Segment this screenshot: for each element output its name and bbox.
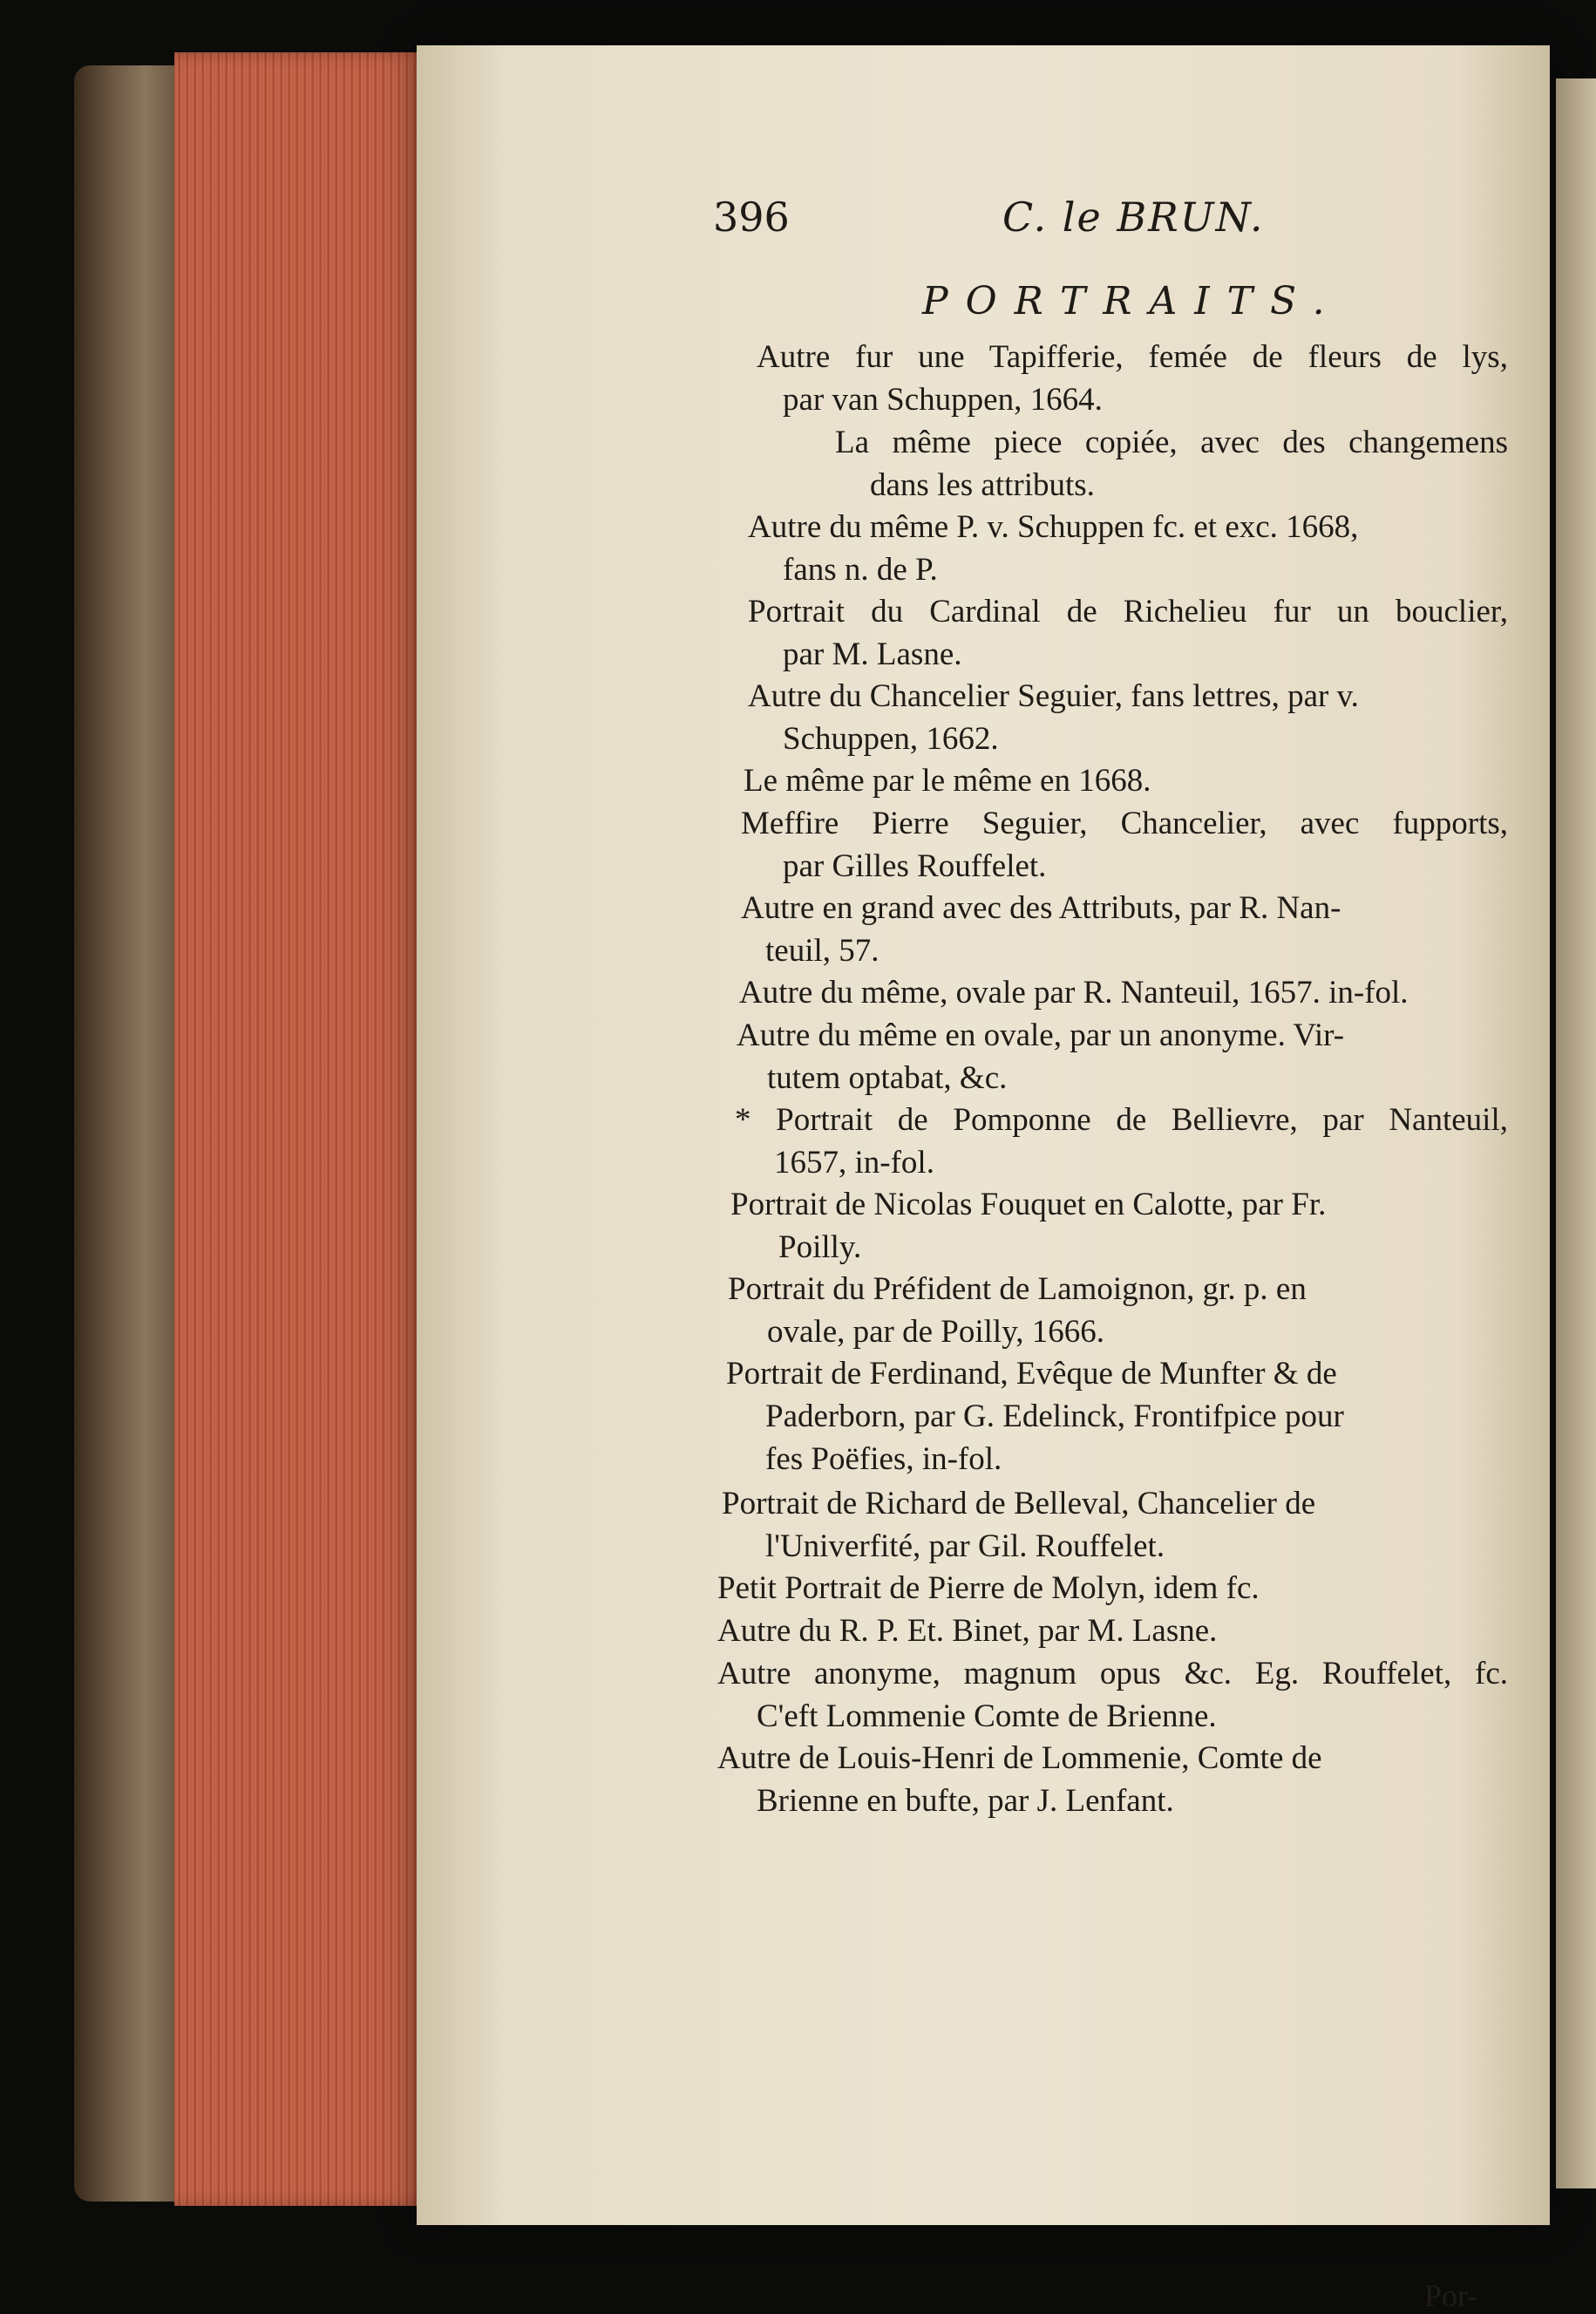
- entry-line: Autre du même en ovale, par un anonyme. Vir-: [737, 1017, 1345, 1053]
- entry-line: La même piece copiée, avec des changemens: [835, 425, 1508, 460]
- entry-line: fans n. de P.: [783, 552, 938, 588]
- entry-line: par van Schuppen, 1664.: [783, 382, 1103, 418]
- entry-line: Portrait du Préfident de Lamoignon, gr. p. en: [728, 1271, 1307, 1307]
- entry-line: Schuppen, 1662.: [783, 721, 999, 757]
- entry-line: Autre du même, ovale par R. Nanteuil, 1657. in-fol.: [739, 975, 1409, 1011]
- page-header: [0, 194, 1596, 255]
- page-number: 396: [713, 194, 790, 241]
- entry-line: 1657, in-fol.: [774, 1145, 934, 1181]
- entry-line: dans les attributs.: [870, 467, 1095, 503]
- entry-line: Autre fur une Tapifferie, femée de fleurs de lys,: [757, 339, 1508, 375]
- entry-line: l'Univerfité, par Gil. Rouffelet.: [765, 1528, 1165, 1564]
- entry-line: Autre du Chancelier Seguier, fans lettres, par v.: [748, 678, 1359, 714]
- section-title: PORTRAITS.: [922, 279, 1342, 323]
- entry-line: Autre en grand avec des Attributs, par R. Nan-: [741, 890, 1341, 926]
- entry-line: par M. Lasne.: [783, 636, 962, 672]
- entry-line: Portrait de Ferdinand, Evêque de Munfter & de: [726, 1356, 1337, 1392]
- entry-line: Autre du R. P. Et. Binet, par M. Lasne.: [717, 1613, 1218, 1649]
- entry-line: Portrait de Nicolas Fouquet en Calotte, par Fr.: [730, 1187, 1327, 1222]
- entry-line: Autre anonyme, magnum opus &c. Eg. Rouffelet, fc.: [717, 1656, 1508, 1691]
- catchword: Por-: [1424, 2278, 1478, 2313]
- entry-line: Brienne en bufte, par J. Lenfant.: [757, 1783, 1174, 1819]
- entry-line: Petit Portrait de Pierre de Molyn, idem fc.: [717, 1570, 1260, 1606]
- entry-line: Portrait de Richard de Belleval, Chancelier de: [722, 1486, 1316, 1521]
- entry-line: tutem optabat, &c.: [767, 1060, 1008, 1096]
- entry-line: Portrait du Cardinal de Richelieu fur un bouclier,: [748, 594, 1509, 630]
- entry-line: * Portrait de Pomponne de Bellievre, par Nanteuil,: [735, 1102, 1508, 1138]
- entry-line: Paderborn, par G. Edelinck, Frontifpice pour: [765, 1399, 1344, 1434]
- entry-line: C'eft Lommenie Comte de Brienne.: [757, 1698, 1217, 1734]
- entry-line: Le même par le même en 1668.: [744, 763, 1151, 799]
- entry-line: ovale, par de Poilly, 1666.: [767, 1314, 1105, 1350]
- entry-line: fes Poëfies, in-fol.: [765, 1441, 1002, 1477]
- entry-line: Autre du même P. v. Schuppen fc. et exc. 1668,: [748, 509, 1359, 545]
- entry-line: Autre de Louis-Henri de Lommenie, Comte de: [717, 1740, 1322, 1776]
- entry-line: par Gilles Rouffelet.: [783, 848, 1047, 884]
- facing-page-edge: [1556, 78, 1596, 2188]
- running-head: C. le BRUN.: [1002, 194, 1265, 241]
- entry-line: Poilly.: [778, 1229, 862, 1265]
- entry-line: teuil, 57.: [765, 933, 879, 969]
- entry-line: Meffire Pierre Seguier, Chancelier, avec fupports,: [741, 806, 1509, 841]
